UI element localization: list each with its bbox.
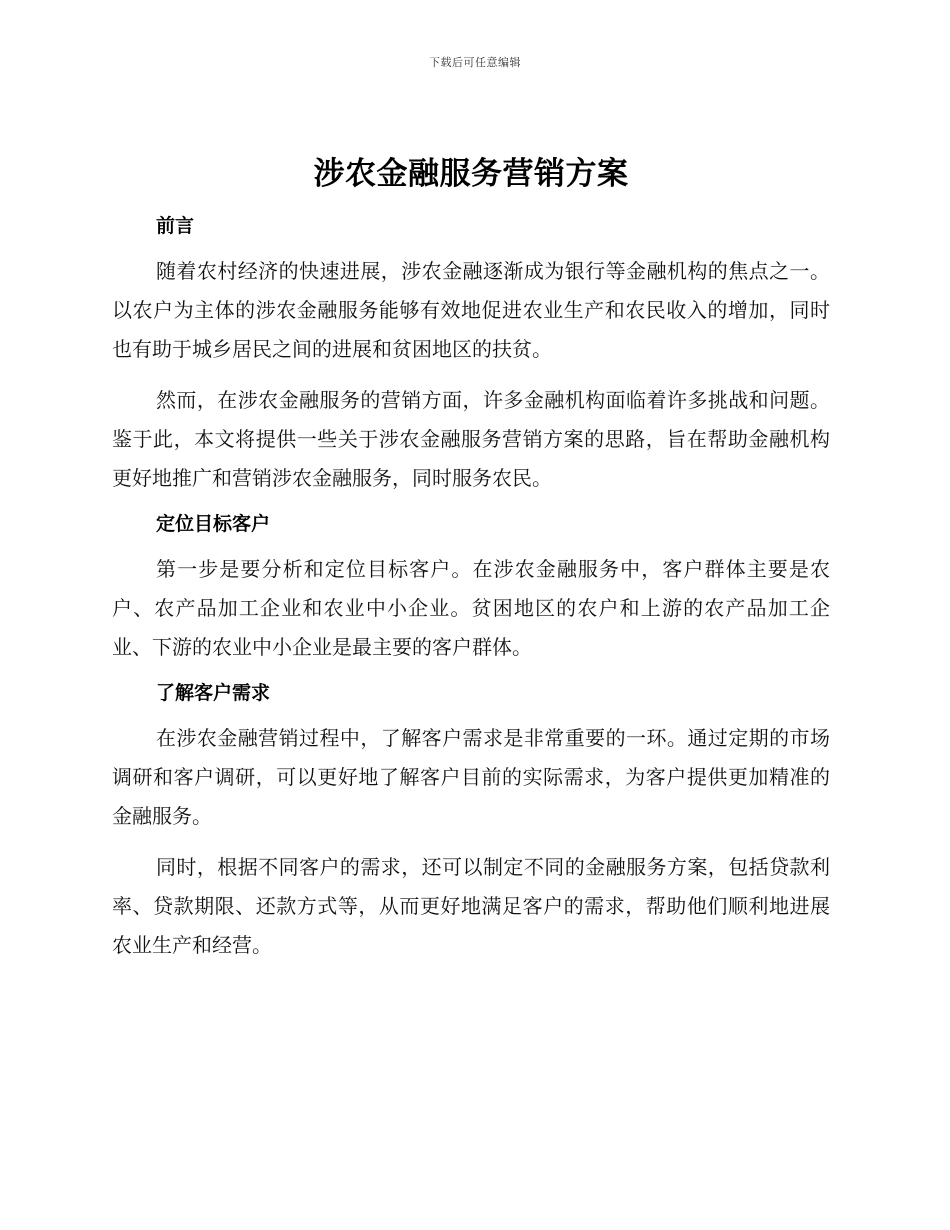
paragraph: 随着农村经济的快速进展，涉农金融逐渐成为银行等金融机构的焦点之一。以农户为主体的涉农金融服务能够有效地促进农业生产和农民收入的增加，同时也有助于城乡居民之间的进展和贫困地区的扶贫。 bbox=[112, 259, 830, 361]
paragraph: 在涉农金融营销过程中，了解客户需求是非常重要的一环。通过定期的市场调研和客户调研，可以更好地了解客户目前的实际需求，为客户提供更加精准的金融服务。 bbox=[112, 726, 830, 828]
document-title: 涉农金融服务营销方案 bbox=[313, 156, 629, 192]
section-heading-customer-needs: 了解客户需求 bbox=[156, 682, 271, 704]
section-heading-target-customers: 定位目标客户 bbox=[156, 513, 271, 535]
paragraph: 第一步是要分析和定位目标客户。在涉农金融服务中，客户群体主要是农户、农产品加工企业和农业中小企业。贫困地区的农户和上游的农产品加工企业、下游的农业中小企业是最主要的客户群体。 bbox=[112, 557, 830, 659]
header-note: 下载后可任意编辑 bbox=[429, 56, 521, 69]
document-body bbox=[112, 148, 830, 977]
section-heading-preface: 前言 bbox=[156, 215, 195, 237]
paragraph: 然而，在涉农金融服务的营销方面，许多金融机构面临着许多挑战和问题。鉴于此，本文将提供一些关于涉农金融服务营销方案的思路，旨在帮助金融机构更好地推广和营销涉农金融服务，同时服务农民。 bbox=[112, 388, 830, 490]
paragraph: 同时，根据不同客户的需求，还可以制定不同的金融服务方案，包括贷款利率、贷款期限、还款方式等，从而更好地满足客户的需求，帮助他们顺利地进展农业生产和经营。 bbox=[112, 855, 830, 957]
